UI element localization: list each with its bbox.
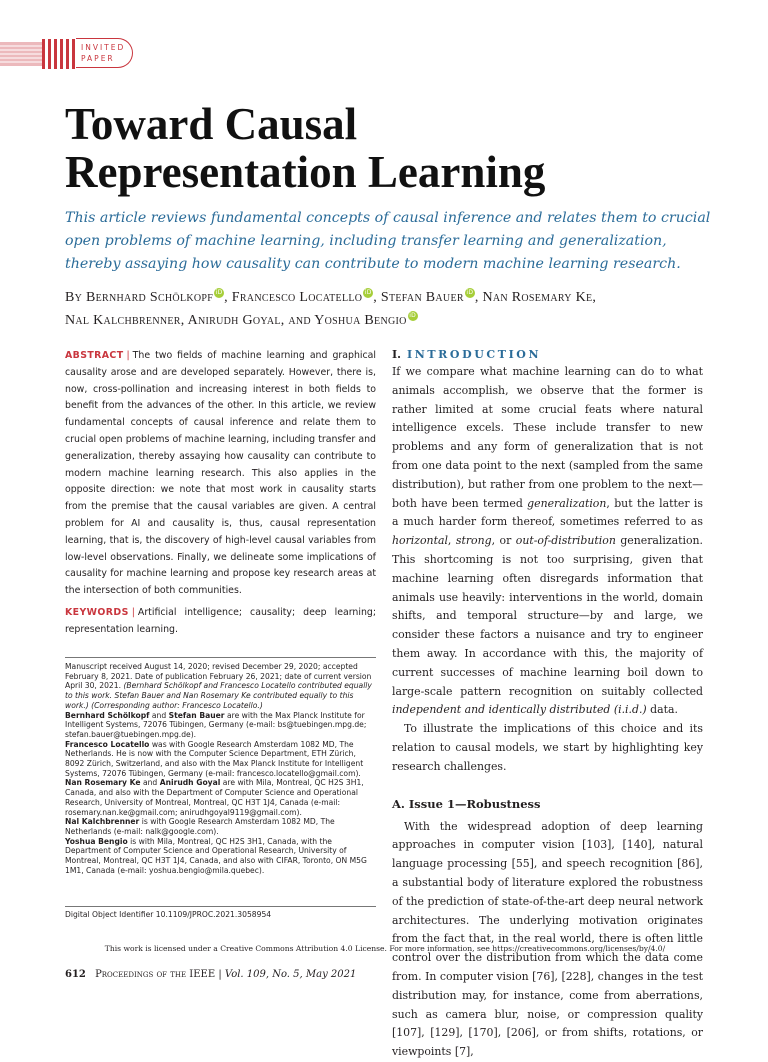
authors-and: and [288,313,311,328]
badge-line-2: PAPER [81,54,115,63]
author-list: By Bernhard Schölkopf iD , Francesco Locatello iD , Stefan Bauer iD , Nan Rosemary Ke, Nal Kalchbrenner, Anirudh Goyal, and Yoshua Bengio iD [65,289,597,328]
keywords-separator: | [131,607,135,618]
affiliation-name: Stefan Bauer [168,710,225,720]
author-name[interactable]: Nal Kalchbrenner [65,313,181,328]
text-run-italic: strong [455,534,492,548]
author-name[interactable]: Bernhard Schölkopf [85,290,214,305]
contribution-note: (Bernhard Schölkopf and Francesco Locatello contributed equally to this work. Stefan Bauer and Nan Rosemary Ke contributed equally to this work.) (Corresponding author: Francesco Locatello.) [65,681,372,710]
abstract-text: The two fields of machine learning and graphical causality arose and are developed separately. However, there is, now, cross-pollination and increasing interest in both fields to benefit from the advances of the other. In this article, we review fundamental concepts of causal inference and relate them to crucial open problems of machine learning, including transfer and generalization, thereby assaying how causality can contribute to modern machine learning research. This also applies in the opposite direction: we note that most work in causality starts from the premise that the causal variables are given. A central problem for AI and causality is, thus, causal representation learning, that is, the discovery of high-level causal variables from low-level observations. Finally, we delineate some implications of causality for machine learning and propose key research areas at the intersection of both communities. [65,350,376,597]
doi[interactable]: Digital Object Identifier 10.1109/JPROC.2021.3058954 [65,910,272,919]
affiliation-text: is with Google Research Amsterdam 1082 MD, The Netherlands (e-mail: nalk@google.com). [65,817,335,836]
orcid-icon[interactable]: iD [466,289,474,296]
volume-info: Vol. 109, No. 5, May 2021 [224,969,357,980]
article-summary: This article reviews fundamental concepts of causal inference and relates them to crucial open problems of machine learning, including transfer learning and generalization, thereby assaying how causality can contribute to modern machine learning research. [65,210,711,272]
affiliation-text: are with Mila, Montreal, QC H2S 3H1, Canada, and also with the Department of Computer Science and Operational Research, University of Montreal, Montreal, QC H3T 1J4, Canada (e-mail: rosemary.nan.ke@gmail.com; anirudhgoyal9119@gmail.com). [65,778,364,817]
authors-prefix: By [65,290,83,305]
body-column-right [392,346,703,1062]
orcid-icon[interactable]: iD [409,312,417,319]
affiliation-name: Francesco Locatello [65,739,150,749]
footnote-manuscript [65,662,376,711]
title-line-1: Toward Causal [65,99,358,149]
affiliation-and: and [151,710,167,720]
section-heading-introduction [392,346,703,363]
footer-separator: | [218,969,222,980]
page-footer [65,968,356,982]
article-title [65,100,745,196]
keywords [65,605,376,639]
journal-name: Proceedings of the IEEE [95,969,216,980]
footnote-affiliation [65,837,376,876]
robustness-paragraph-1: With the widespread adoption of deep learning approaches in computer vision [103], [140], natural language processing [55], and speech recognition [86], a substantial body of literature explored the robustness of the prediction of state-of-the-art deep neural network architectures. The underlying motivation originates from the fact that, in the real world, there is often little control over the distribution from which the data come from. In computer vision [76], [228], changes in the test distribution may, for instance, come from aberrations, such as camera blur, noise, or compression quality [107], [129], [170], [206], or from shifts, rotations, or viewpoints [7], [392,819,703,1059]
subsection-heading-robustness: A. Issue 1—Robustness [392,796,541,811]
affiliation-name: Nal Kalchbrenner [65,817,140,827]
section-title: INTRODUCTION [406,348,542,361]
badge-line-1: INVITED [81,43,126,52]
text-run-italic: out-of-distribution [515,534,616,548]
abstract [65,348,376,600]
footnote-rule [65,657,376,658]
doi-rule [65,906,376,907]
license-note: This work is licensed under a Creative Commons Attribution 4.0 License. For more information, see https://creativecommons.org/licenses/by/4.0/ [104,944,666,953]
abstract-label: ABSTRACT [65,350,124,361]
intro-paragraph-2: To illustrate the implications of this choice and its relation to causal models, we start by highlighting key research challenges. [392,722,703,773]
footnote-affiliation [65,740,376,779]
footnotes [65,662,376,875]
text-run: If we compare what machine learning can do to what animals accomplish, we observe that the former is rather limited at some crucial feats where natural intelligence excels. These include transfer to new problems and any form of generalization that is not from one data point to the next (sampled from the same distribution), but rather from one problem to the next—both have been termed [392,365,703,510]
affiliation-name: Nan Rosemary Ke [65,778,141,788]
author-name[interactable]: Nan Rosemary Ke [482,290,593,305]
text-run: , or [491,534,516,548]
affiliation-name: Yoshua Bengio [65,836,128,846]
text-run: , but the latter is a much harder form thereof, sometimes referred to as [392,496,703,529]
manuscript-dates: Manuscript received August 14, 2020; revised December 29, 2020; accepted February 8, 2021. Date of publication February 26, 2021; date of current version April 30, 2021. [65,662,372,691]
affiliation-text: are with the Max Planck Institute for Intelligent Systems, 72076 Tübingen, Germany (e-mail: bs@tuebingen.mpg.de; stefan.bauer@tuebingen.mpg.de). [65,710,367,739]
text-run: generalization. This shortcoming is not too surprising, given that machine learning often disregards information that animals use heavily: interventions in the world, domain shifts, and temporal structure—by and large, we consider these factors a nuisance and try to engineer them away. In accordance with this, the majority of current successes of machine learning boil down to large-scale pattern recognition on suitably collected [392,534,703,698]
text-run-italic: generalization [527,496,607,510]
footnote-affiliation [65,817,376,836]
author-name[interactable]: Anirudh Goyal [187,313,281,328]
author-name[interactable]: Francesco Locatello [231,290,363,305]
text-run-italic: independent and identically distributed (i.i.d.) [392,703,647,717]
affiliation-name: Anirudh Goyal [159,778,221,788]
orcid-icon[interactable]: iD [215,289,223,296]
text-run-italic: horizontal [392,534,448,548]
footnote-affiliation [65,711,376,740]
author-name[interactable]: Yoshua Bengio [314,313,407,328]
affiliation-text: was with Google Research Amsterdam 1082 MD, The Netherlands. He is now with the Computer Science Department, ETH Zürich, 8092 Zürich, Switzerland, and also with the Max Planck Institute for Intelligent Systems, 72076 Tübingen, Germany (e-mail: francesco.locatello@gmail.com). [65,739,364,778]
page-number: 612 [65,969,86,980]
affiliation-text: is with Mila, Montreal, QC H2S 3H1, Canada, with the Department of Computer Science and Operational Research, University of Montreal, Montreal, QC H3T 1J4, Canada, and also with CIFAR, Toronto, ON M5G 1M1, Canada (e-mail: yoshua.bengio@mila.quebec). [65,836,367,875]
text-run: , [447,534,456,548]
text-run: data. [646,703,678,717]
intro-paragraph-1 [392,363,703,720]
section-number: I. [392,348,401,361]
affiliation-name: Bernhard Schölkopf [65,710,150,720]
author-name[interactable]: Stefan Bauer [380,290,464,305]
affiliation-and: and [142,778,158,788]
keywords-text: Artificial intelligence; causality; deep learning; representation learning. [65,607,376,635]
title-line-2: Representation Learning [65,147,546,197]
invited-paper-badge [76,38,133,68]
invited-paper-stripes [0,39,76,69]
footnote-affiliation [65,778,376,817]
keywords-label: KEYWORDS [65,607,129,618]
abstract-separator: | [126,350,130,361]
orcid-icon[interactable]: iD [364,289,372,296]
